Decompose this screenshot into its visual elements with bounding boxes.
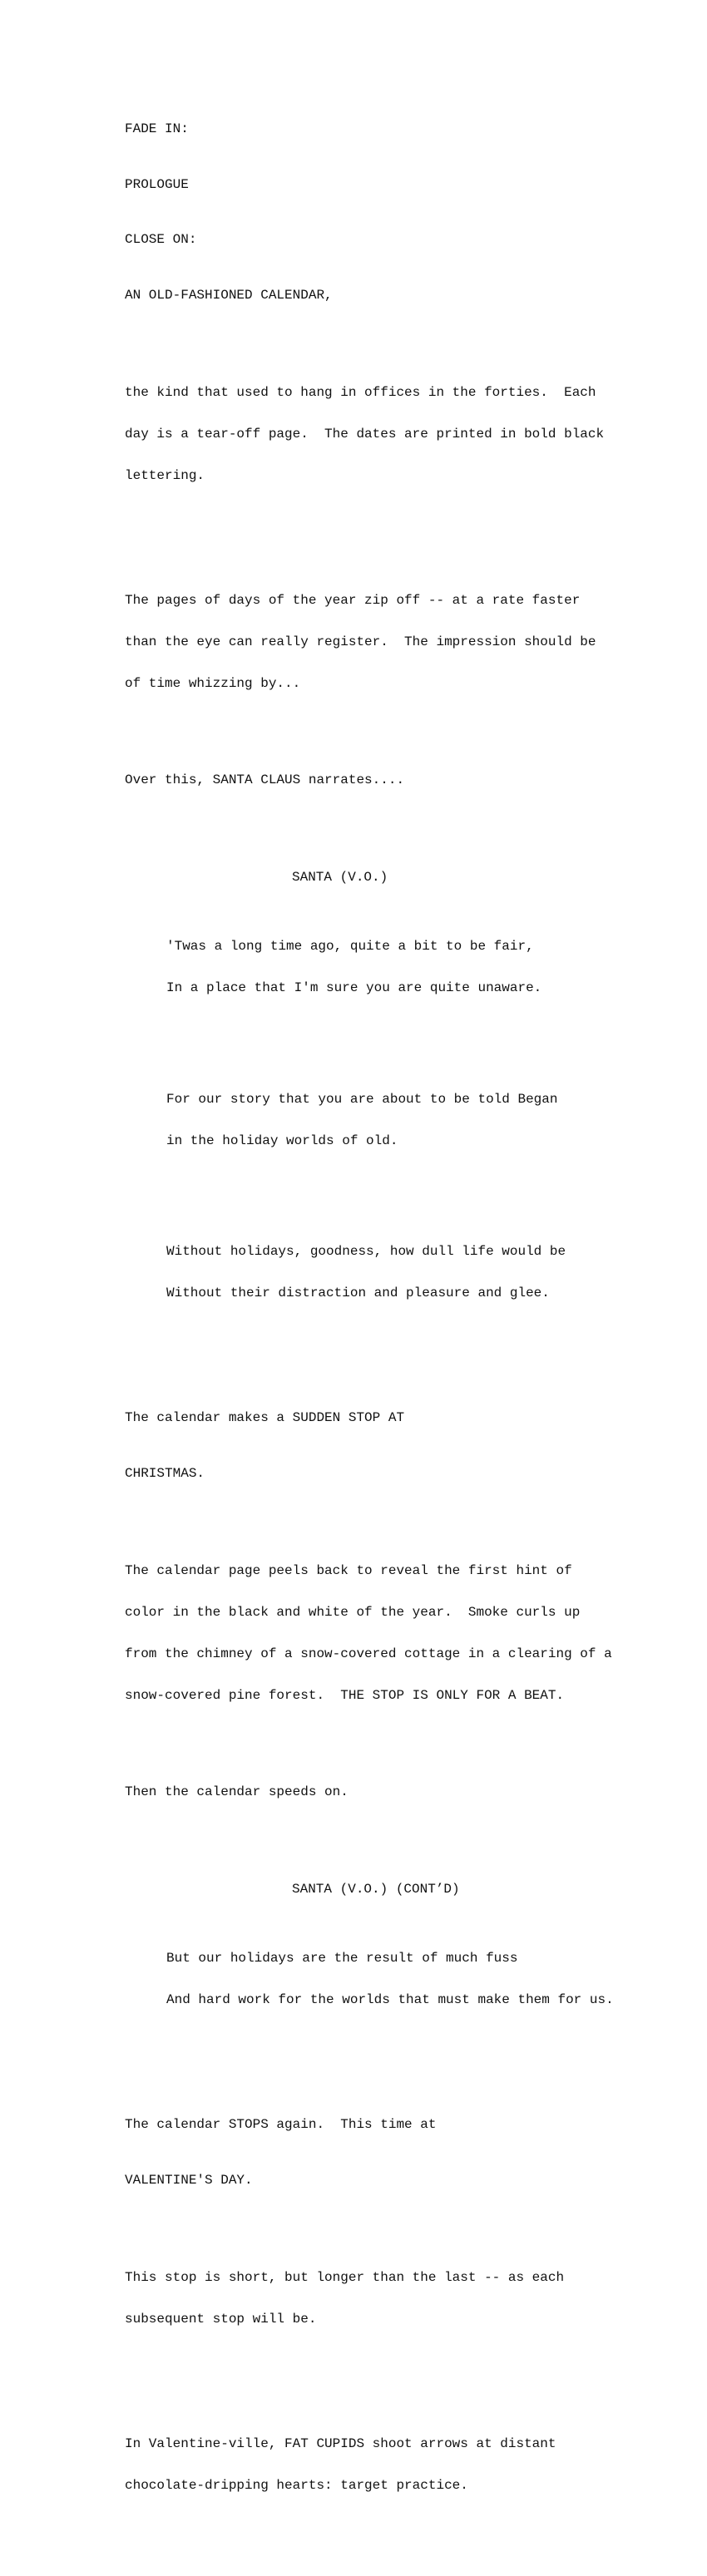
character-cue: SANTA (V.O.) (CONT’D) bbox=[292, 1881, 460, 1897]
dialogue-line: Without holidays, goodness, how dull life would be bbox=[166, 1244, 566, 1260]
dialogue-line: Without their distraction and pleasure and glee. bbox=[166, 1286, 550, 1301]
action-paragraph: Then the calendar speeds on. bbox=[125, 1784, 349, 1800]
dialogue-line: In a place that I'm sure you are quite unaware. bbox=[166, 980, 542, 996]
character-cue: SANTA (V.O.) bbox=[292, 870, 388, 886]
action-paragraph bbox=[125, 2243, 657, 2353]
subject-heading: AN OLD-FASHIONED CALENDAR, bbox=[125, 288, 333, 303]
dialogue-stanza bbox=[166, 1217, 657, 1328]
action-paragraph bbox=[125, 2409, 657, 2519]
dialogue-stanza bbox=[166, 1064, 657, 1175]
screenplay-body bbox=[125, 81, 657, 2575]
section-heading: PROLOGUE bbox=[125, 176, 189, 192]
action-line: subsequent stop will be. bbox=[125, 2311, 317, 2327]
action-line: of time whizzing by... bbox=[125, 675, 301, 691]
action-line: than the eye can really register. The impression should be bbox=[125, 634, 596, 649]
action-paragraph: The calendar makes a SUDDEN STOP AT bbox=[125, 1410, 405, 1426]
action-paragraph: VALENTINE'S DAY. bbox=[125, 2172, 253, 2188]
action-line: snow-covered pine forest. THE STOP IS ONLY FOR A BEAT. bbox=[125, 1687, 565, 1703]
dialogue-stanza bbox=[166, 912, 657, 1023]
dialogue-block bbox=[125, 843, 657, 1356]
shot-heading: CLOSE ON: bbox=[125, 232, 197, 248]
action-line: the kind that used to hang in offices in the forties. Each bbox=[125, 384, 596, 400]
dialogue-stanza bbox=[166, 1924, 657, 2035]
action-line: chocolate-dripping hearts: target practice. bbox=[125, 2477, 468, 2493]
action-line: The pages of days of the year zip off -- at a rate faster bbox=[125, 592, 581, 608]
action-line: In Valentine-ville, FAT CUPIDS shoot arrows at distant bbox=[125, 2435, 556, 2451]
action-paragraph: Over this, SANTA CLAUS narrates.... bbox=[125, 772, 405, 788]
dialogue-line: in the holiday worlds of old. bbox=[166, 1133, 398, 1148]
action-paragraph: The calendar STOPS again. This time at bbox=[125, 2117, 437, 2133]
dialogue-block bbox=[125, 1855, 657, 2063]
action-line: This stop is short, but longer than the last -- as each bbox=[125, 2269, 565, 2285]
action-line: day is a tear-off page. The dates are printed in bold black bbox=[125, 426, 605, 442]
action-line: color in the black and white of the year. Smoke curls up bbox=[125, 1604, 581, 1620]
action-paragraph bbox=[125, 565, 657, 718]
dialogue-line: But our holidays are the result of much fuss bbox=[166, 1951, 518, 1967]
action-paragraph: CHRISTMAS. bbox=[125, 1465, 205, 1481]
action-line: The calendar page peels back to reveal the first hint of bbox=[125, 1562, 572, 1578]
action-paragraph bbox=[125, 358, 657, 510]
dialogue-line: For our story that you are about to be told Began bbox=[166, 1091, 558, 1107]
dialogue-line: And hard work for the worlds that must make them for us. bbox=[166, 1992, 614, 2008]
action-line: from the chimney of a snow-covered cottage in a clearing of a bbox=[125, 1646, 612, 1661]
action-paragraph bbox=[125, 1536, 657, 1730]
transition-fade-in: FADE IN: bbox=[125, 121, 189, 137]
dialogue-line: 'Twas a long time ago, quite a bit to be fair, bbox=[166, 939, 534, 955]
action-line: lettering. bbox=[125, 467, 205, 483]
